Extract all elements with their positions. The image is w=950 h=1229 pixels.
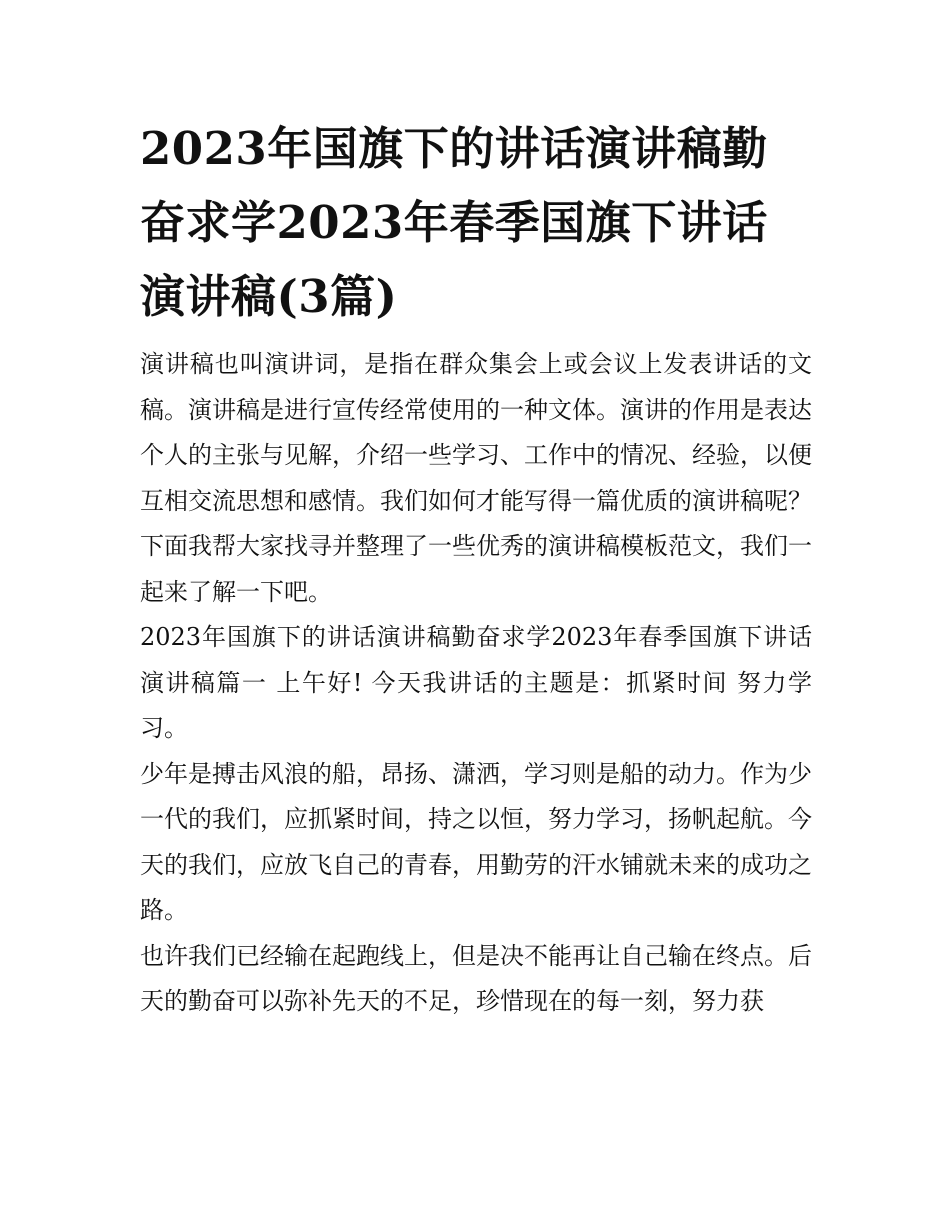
paragraph-intro: 演讲稿也叫演讲词，是指在群众集会上或会议上发表讲话的文稿。演讲稿是进行宣传经常使用的一种文体。演讲的作用是表达个人的主张与见解，介绍一些学习、工作中的情况、经验，以便互相交流思想和感情。我们如何才能写得一篇优质的演讲稿呢？下面我帮大家找寻并整理了一些优秀的演讲稿模板范文，我们一起来了解一下吧。 (140, 350, 812, 606)
paragraph-youth: 少年是搏击风浪的船，昂扬、潇洒，学习则是船的动力。作为少一代的我们，应抓紧时间，持之以恒，努力学习，扬帆起航。今天的我们，应放飞自己的青春，用勤劳的汗水铺就未来的成功之路。 (140, 759, 812, 924)
paragraph-diligence: 也许我们已经输在起跑线上，但是决不能再让自己输在终点。后天的勤奋可以弥补先天的不足，珍惜现在的每一刻，努力获 (140, 941, 812, 1015)
paragraph-speech-heading: 2023年国旗下的讲话演讲稿勤奋求学2023年春季国旗下讲话演讲稿篇一 上午好! 今天我讲话的主题是：抓紧时间 努力学习。 (140, 623, 812, 742)
document-title: 2023年国旗下的讲话演讲稿勤奋求学2023年春季国旗下讲话演讲稿(3篇) (140, 122, 768, 323)
document-page (140, 112, 812, 1025)
